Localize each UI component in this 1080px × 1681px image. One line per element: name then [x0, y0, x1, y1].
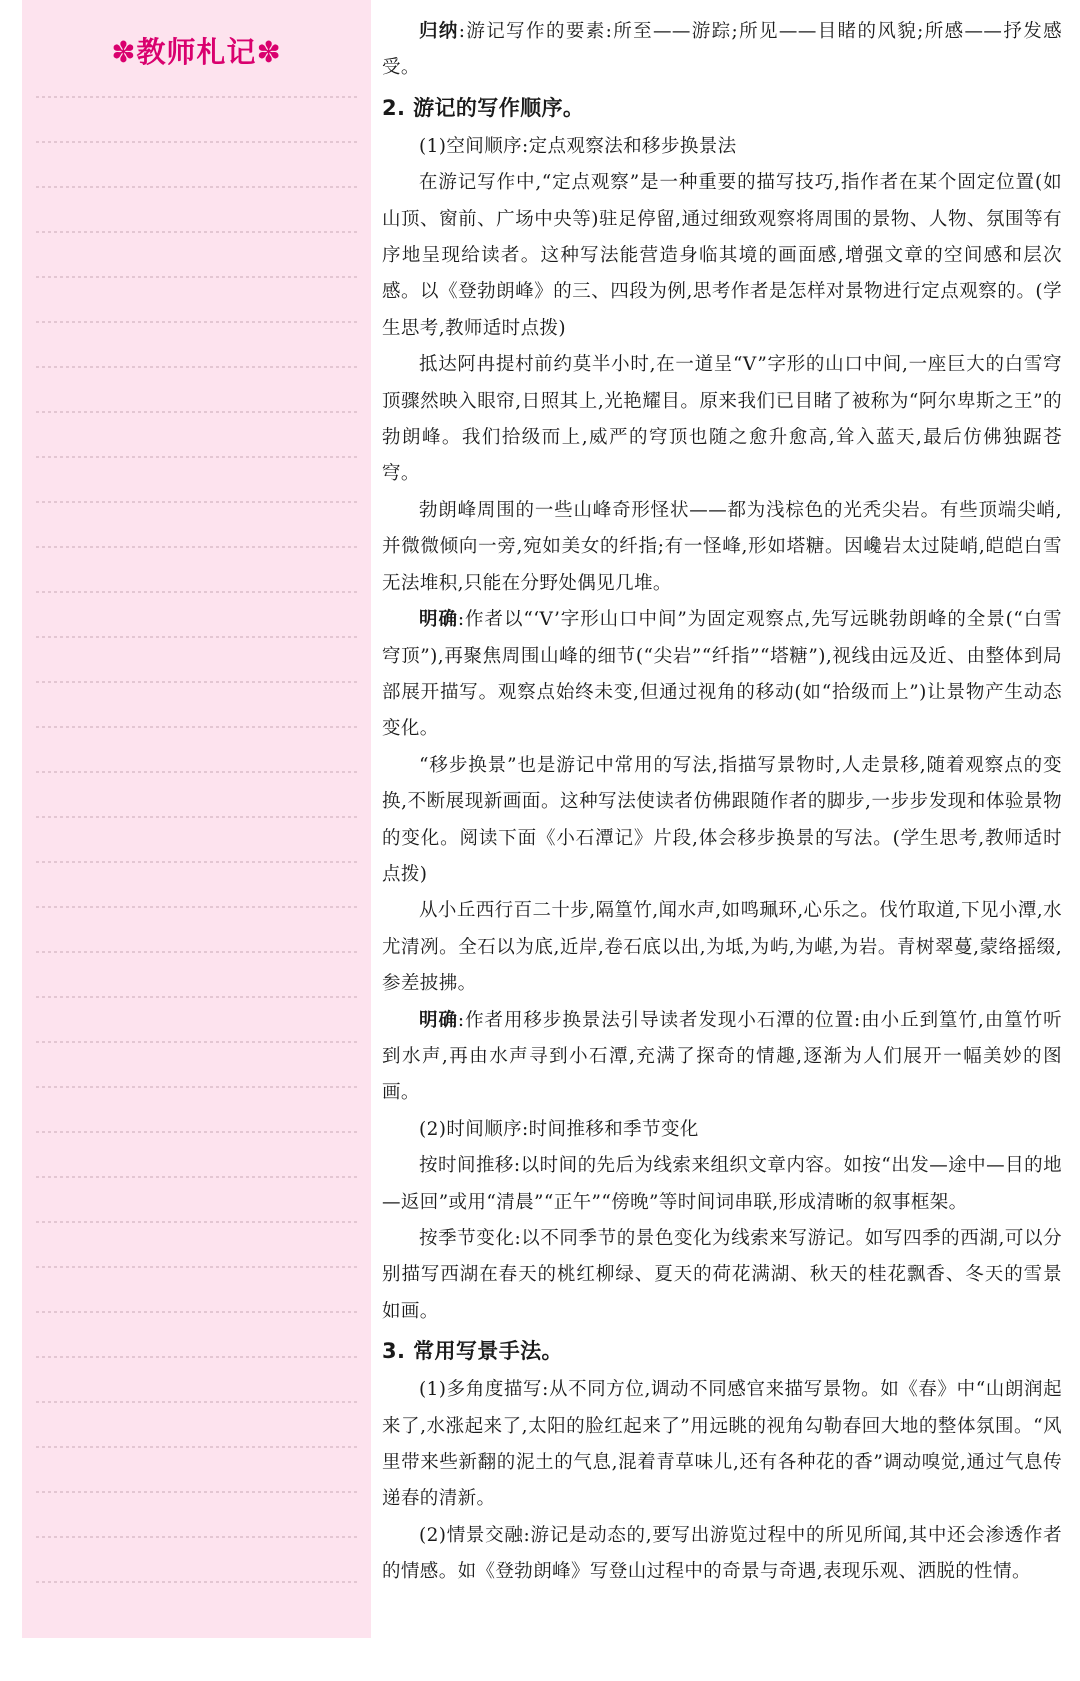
- section2-sub2: (2)时间顺序:时间推移和季节变化: [419, 1118, 699, 1140]
- summary-paragraph: [382, 14, 1062, 87]
- clarify-paragraph-2: [382, 1003, 1062, 1112]
- clarify-text-2: :作者用移步换景法引导读者发现小石潭的位置:由小丘到篁竹,由篁竹听到水声,再由水声寻到小石潭,充满了探奇的情趣,逐渐为人们展开一幅美妙的图画。: [382, 1009, 1062, 1104]
- section2-paragraph-2: “移步换景”也是游记中常用的写法,指描写景物时,人走景移,随着观察点的变换,不断展现新画面。这种写法使读者仿佛跟随作者的脚步,一步步发现和体验景物的变化。阅读下面《小石潭记》片段,体会移步换景的写法。(学生思考,教师适时点拨): [382, 754, 1062, 885]
- clarify-label-2: 明确: [419, 1009, 458, 1031]
- section3-paragraph-2: (2)情景交融:游记是动态的,要写出游览过程中的所见所闻,其中还会渗透作者的情感。如《登勃朗峰》写登山过程中的奇景与奇遇,表现乐观、洒脱的性情。: [382, 1524, 1062, 1583]
- notes-ruled-lines: [22, 0, 371, 1638]
- clarify-paragraph-1: [382, 602, 1062, 748]
- section2-paragraph-3: 按时间推移:以时间的先后为线索来组织文章内容。如按“出发—途中—目的地—返回”或用“清晨”“正午”“傍晚”等时间词串联,形成清晰的叙事框架。: [382, 1155, 1062, 1213]
- section2-paragraph-1: 在游记写作中,“定点观察”是一种重要的描写技巧,指作者在某个固定位置(如山顶、窗前、广场中央等)驻足停留,通过细致观察将周围的景物、人物、氛围等有序地呈现给读者。这种写法能营造身临其境的画面感,增强文章的空间感和层次感。以《登勃朗峰》的三、四段为例,思考作者是怎样对景物进行定点观察的。(学生思考,教师适时点拨): [382, 172, 1062, 339]
- section2-heading: 2. 游记的写作顺序。: [382, 95, 585, 120]
- main-content: [382, 14, 1062, 1591]
- clarify-text-1: :作者以“‘V’字形山口中间”为固定观察点,先写远眺勃朗峰的全景(“白雪穹顶”),再聚焦周围山峰的细节(“尖岩”“纤指”“塔糖”),视线由远及近、由整体到局部展开描写。观察点始终未变,但通过视角的移动(如“拾级而上”)让景物产生动态变化。: [382, 609, 1062, 740]
- notes-title: ✽教师札记✽: [111, 35, 282, 69]
- summary-label: 归纳: [419, 21, 459, 42]
- teacher-notes-panel: [22, 0, 371, 1638]
- section2-paragraph-4: 按季节变化:以不同季节的景色变化为线索来写游记。如写四季的西湖,可以分别描写西湖在春天的桃红柳绿、夏天的荷花满湖、秋天的桂花飘香、冬天的雪景如画。: [382, 1228, 1062, 1322]
- section3-heading: 3. 常用写景手法。: [382, 1339, 563, 1364]
- section2-sub1: (1)空间顺序:定点观察法和移步换景法: [419, 135, 737, 157]
- quote-mont-blanc-2: 勃朗峰周围的一些山峰奇形怪状——都为浅棕色的光秃尖岩。有些顶端尖峭,并微微倾向一旁,宛如美女的纤指;有一怪峰,形如塔糖。因巉岩太过陡峭,皑皑白雪无法堆积,只能在分野处偶见几堆。: [382, 499, 1062, 594]
- section3-paragraph-1: (1)多角度描写:从不同方位,调动不同感官来描写景物。如《春》中“山朗润起来了,水涨起来了,太阳的脸红起来了”用远眺的视角勾勒春回大地的整体氛围。“风里带来些新翻的泥土的气息,混着青草味儿,还有各种花的香”调动嗅觉,通过气息传递春的清新。: [382, 1379, 1062, 1510]
- page-number: 85: [476, 1540, 602, 1653]
- quote-mont-blanc-1: 抵达阿冉提村前约莫半小时,在一道呈“V”字形的山口中间,一座巨大的白雪穹顶骤然映入眼帘,日照其上,光艳耀目。原来我们已目睹了被称为“阿尔卑斯之王”的勃朗峰。我们拾级而上,威严的穹顶也随之愈升愈高,耸入蓝天,最后仿佛独踞苍穹。: [382, 354, 1062, 485]
- summary-text: :游记写作的要素:所至——游踪;所见——目睹的风貌;所感——抒发感受。: [382, 21, 1062, 79]
- quote-little-stone-pond: 从小丘西行百二十步,隔篁竹,闻水声,如鸣珮环,心乐之。伐竹取道,下见小潭,水尤清冽。全石以为底,近岸,卷石底以出,为坻,为屿,为嵁,为岩。青树翠蔓,蒙络摇缀,参差披拂。: [382, 900, 1062, 995]
- clarify-label-1: 明确: [419, 609, 458, 631]
